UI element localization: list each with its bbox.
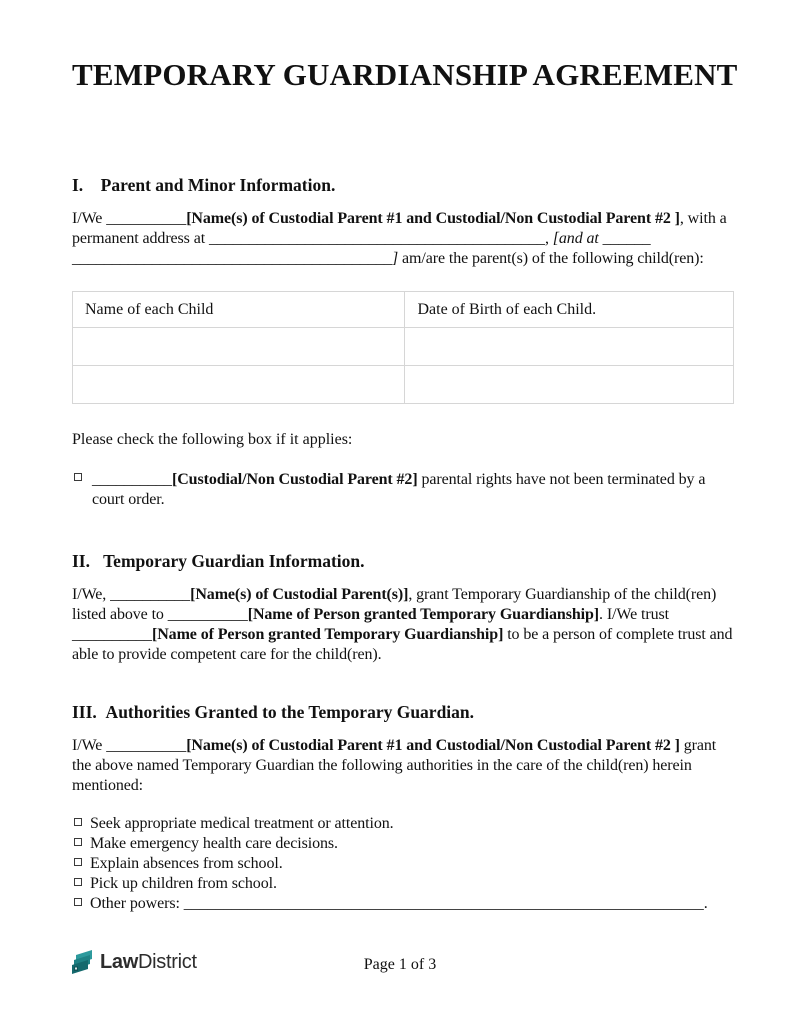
brand-district: District — [138, 950, 197, 973]
authority-item-pickup — [72, 874, 734, 894]
table-header-child-dob: Date of Birth of each Child. — [405, 292, 734, 328]
authority-item-emergency — [72, 834, 734, 854]
body-text: to be a person of complete trust and able to provide competent care for the child(ren). — [72, 626, 733, 663]
authority-checkbox[interactable] — [74, 838, 82, 846]
authority-label: Seek appropriate medical treatment or attention. — [90, 815, 394, 832]
body-text: grant the above named Temporary Guardian the following authorities in the care of the child(ren) herein mentioned: — [72, 737, 717, 794]
authority-item-other-powers — [72, 894, 734, 914]
intro-text: am/are the parent(s) of the following child(ren): — [398, 250, 704, 267]
authority-label: Explain absences from school. — [90, 855, 283, 872]
address-blank-line: __________________________________________ — [208, 230, 545, 247]
authority-checkbox[interactable] — [74, 858, 82, 866]
child-name-cell[interactable] — [73, 328, 405, 366]
parent-names-blank-line: __________ — [106, 210, 187, 227]
second-address-blank-line: ________________________________________ — [72, 250, 392, 267]
parent-names-placeholder: [Name(s) of Custodial Parent #1 and Custodial/Non Custodial Parent #2 ] — [186, 737, 680, 754]
parent2-placeholder: [Custodial/Non Custodial Parent #2] — [172, 471, 418, 488]
parental-rights-checkbox-item — [72, 470, 734, 510]
child-name-cell[interactable] — [73, 366, 405, 404]
closing-bracket-italic: ] — [392, 250, 399, 267]
authority-checkbox[interactable] — [74, 898, 82, 906]
other-powers-blank-line: _________________________________________________________________ — [183, 895, 704, 912]
custodial-parents-placeholder: [Name(s) of Custodial Parent(s)] — [190, 586, 409, 603]
other-powers-period: . — [703, 895, 708, 912]
and-at-italic-text: [and at — [552, 230, 603, 247]
parental-rights-checkbox-label — [92, 470, 734, 510]
child-dob-cell[interactable] — [405, 328, 734, 366]
brand-law: Law — [100, 950, 138, 973]
authorities-checklist — [72, 814, 734, 914]
page-number: Page 1 of 3 — [363, 956, 437, 973]
checkbox-instruction: Please check the following box if it applies: — [72, 431, 353, 448]
authority-checkbox[interactable] — [74, 818, 82, 826]
authority-checkbox[interactable] — [74, 878, 82, 886]
children-table-row — [73, 366, 734, 404]
children-table — [72, 291, 734, 404]
checkbox-label-text: parental rights have not been terminated by a court order. — [92, 471, 706, 508]
authority-label — [90, 894, 708, 914]
guardian-name-placeholder: [Name of Person granted Temporary Guardianship] — [152, 626, 504, 643]
other-powers-text: Other powers: — [90, 895, 184, 912]
child-dob-cell[interactable] — [405, 366, 734, 404]
intro-text: , with a permanent address at — [72, 210, 727, 247]
parent-names-blank-line: __________ — [106, 737, 187, 754]
children-table-row — [73, 328, 734, 366]
body-text: , grant Temporary Guardianship of the child(ren) listed above to — [72, 586, 717, 623]
second-address-blank-line: ______ — [602, 230, 651, 247]
section-3-paragraph — [72, 736, 734, 796]
authority-label: Pick up children from school. — [90, 875, 277, 892]
intro-text: , — [544, 230, 553, 247]
parental-rights-checkbox[interactable] — [74, 473, 82, 481]
parent-names-placeholder: [Name(s) of Custodial Parent #1 and Custodial/Non Custodial Parent #2 ] — [186, 210, 680, 227]
guardian-name-blank-line: __________ — [72, 626, 152, 643]
authority-item-absences — [72, 854, 734, 874]
section-1-intro-paragraph — [72, 209, 734, 269]
authority-label: Make emergency health care decisions. — [90, 835, 338, 852]
body-text: I/We — [72, 737, 107, 754]
authority-item-medical — [72, 814, 734, 834]
guardian-name-placeholder: [Name of Person granted Temporary Guardianship] — [247, 606, 600, 623]
intro-text: I/We — [72, 210, 107, 227]
body-text: I/We, — [72, 586, 111, 603]
section-2-paragraph — [72, 585, 734, 665]
body-text: . I/We trust — [599, 606, 669, 623]
children-table-header-row — [73, 292, 734, 328]
section-3-heading: III. Authorities Granted to the Temporary Guardian. — [72, 702, 475, 722]
parent2-name-blank-line: __________ — [92, 471, 172, 488]
table-header-child-name: Name of each Child — [73, 292, 405, 328]
document-title: TEMPORARY GUARDIANSHIP AGREEMENT — [72, 57, 738, 92]
custodial-parents-blank-line: __________ — [110, 586, 191, 603]
guardian-name-blank-line: __________ — [167, 606, 248, 623]
section-2-heading: II. Temporary Guardian Information. — [72, 551, 365, 571]
section-1-heading: I. Parent and Minor Information. — [72, 175, 336, 195]
